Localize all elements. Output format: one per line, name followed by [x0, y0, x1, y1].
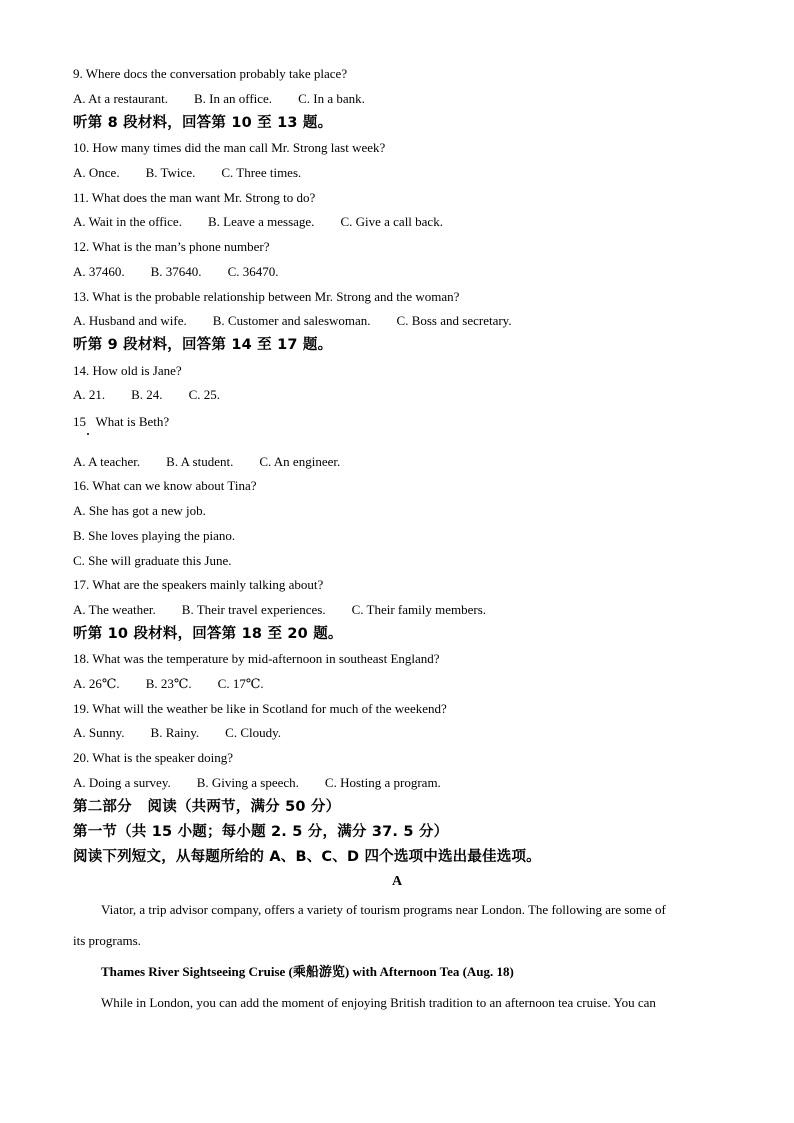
question-18: 18. What was the temperature by mid-afternoon in southeast England? — [73, 651, 440, 666]
question-13: 13. What is the probable relationship between Mr. Strong and the woman? — [73, 289, 460, 304]
option-c: C. In a bank. — [298, 91, 365, 106]
option-a: A. Sunny. — [73, 725, 125, 740]
question-14-options — [73, 387, 220, 403]
option-b: B. Rainy. — [150, 725, 200, 740]
question-19: 19. What will the weather be like in Scotland for much of the weekend? — [73, 701, 447, 716]
option-c: C. Hosting a program. — [324, 775, 441, 790]
option-b: B. Their travel experiences. — [181, 602, 326, 617]
option-b: B. Giving a speech. — [196, 775, 299, 790]
option-c: C. 36470. — [227, 264, 279, 279]
question-13-options — [73, 313, 512, 329]
passage-paragraph-1-line-1: Viator, a trip advisor company, offers a variety of tourism programs near London. The following are some of — [101, 902, 666, 917]
option-a: A. 26℃. — [73, 676, 120, 691]
option-c: C. Give a call back. — [340, 214, 443, 229]
question-19-options — [73, 725, 281, 741]
option-c: C. 25. — [188, 387, 220, 402]
passage-paragraph-1-line-2: its programs. — [73, 933, 141, 948]
option-c: C. Boss and secretary. — [396, 313, 512, 328]
question-11: 11. What does the man want Mr. Strong to do? — [73, 190, 316, 205]
question-9-options — [73, 91, 365, 107]
option-a: A. A teacher. — [73, 454, 141, 469]
option-b: B. Leave a message. — [207, 214, 315, 229]
option-a: A. 37460. — [73, 264, 125, 279]
question-18-options — [73, 676, 264, 692]
question-17: 17. What are the speakers mainly talking about? — [73, 577, 324, 592]
option-b: B. 24. — [131, 387, 163, 402]
question-20-options — [73, 775, 441, 791]
question-10: 10. How many times did the man call Mr. Strong last week? — [73, 140, 386, 155]
section-one-heading: 第一节（共 15 小题；每小题 2. 5 分，满分 37. 5 分） — [73, 824, 449, 840]
section-heading-10: 听第 10 段材料，回答第 18 至 20 题。 — [73, 626, 343, 642]
option-b: B. 37640. — [150, 264, 202, 279]
option-c: C. Three times. — [221, 165, 302, 180]
option-a: A. Husband and wife. — [73, 313, 187, 328]
reading-instructions: 阅读下列短文，从每题所给的 A、B、C、D 四个选项中选出最佳选项。 — [73, 849, 541, 865]
question-17-options — [73, 602, 486, 618]
section-heading-8: 听第 8 段材料，回答第 10 至 13 题。 — [73, 115, 333, 131]
option-b: B. A student. — [166, 454, 234, 469]
question-12: 12. What is the man’s phone number? — [73, 239, 270, 254]
question-16: 16. What can we know about Tina? — [73, 478, 257, 493]
question-16-option-c: C. She will graduate this June. — [73, 553, 232, 568]
option-b: B. 23℃. — [145, 676, 192, 691]
question-12-options — [73, 264, 278, 280]
part-two-heading: 第二部分 阅读（共两节，满分 50 分） — [73, 799, 341, 815]
question-11-options — [73, 214, 443, 230]
option-b: B. Customer and saleswoman. — [212, 313, 371, 328]
option-c: C. Their family members. — [351, 602, 487, 617]
passage-paragraph-2: While in London, you can add the moment of enjoying British tradition to an afternoon tea cruise. You can — [101, 995, 656, 1010]
option-b: B. Twice. — [145, 165, 196, 180]
passage-subtitle: Thames River Sightseeing Cruise (乘船游览) with Afternoon Tea (Aug. 18) — [101, 964, 514, 979]
option-a: A. Doing a survey. — [73, 775, 171, 790]
option-c: C. An engineer. — [259, 454, 341, 469]
option-a: A. The weather. — [73, 602, 156, 617]
question-20: 20. What is the speaker doing? — [73, 750, 234, 765]
option-a: A. At a restaurant. — [73, 91, 168, 106]
question-16-option-a: A. She has got a new job. — [73, 503, 206, 518]
question-14: 14. How old is Jane? — [73, 363, 182, 378]
option-c: C. 17℃. — [217, 676, 264, 691]
option-b: B. In an office. — [193, 91, 273, 106]
passage-label: A — [391, 874, 403, 889]
option-a: A. Once. — [73, 165, 120, 180]
option-a: A. Wait in the office. — [73, 214, 182, 229]
option-a: A. 21. — [73, 387, 106, 402]
question-15-options — [73, 454, 340, 470]
option-c: C. Cloudy. — [225, 725, 282, 740]
question-15: 15 What is Beth? — [73, 414, 170, 429]
question-10-options — [73, 165, 301, 181]
question-16-option-b: B. She loves playing the piano. — [73, 528, 236, 543]
question-9: 9. Where docs the conversation probably take place? — [73, 66, 348, 81]
stray-dot — [87, 433, 89, 435]
section-heading-9: 听第 9 段材料，回答第 14 至 17 题。 — [73, 337, 333, 353]
